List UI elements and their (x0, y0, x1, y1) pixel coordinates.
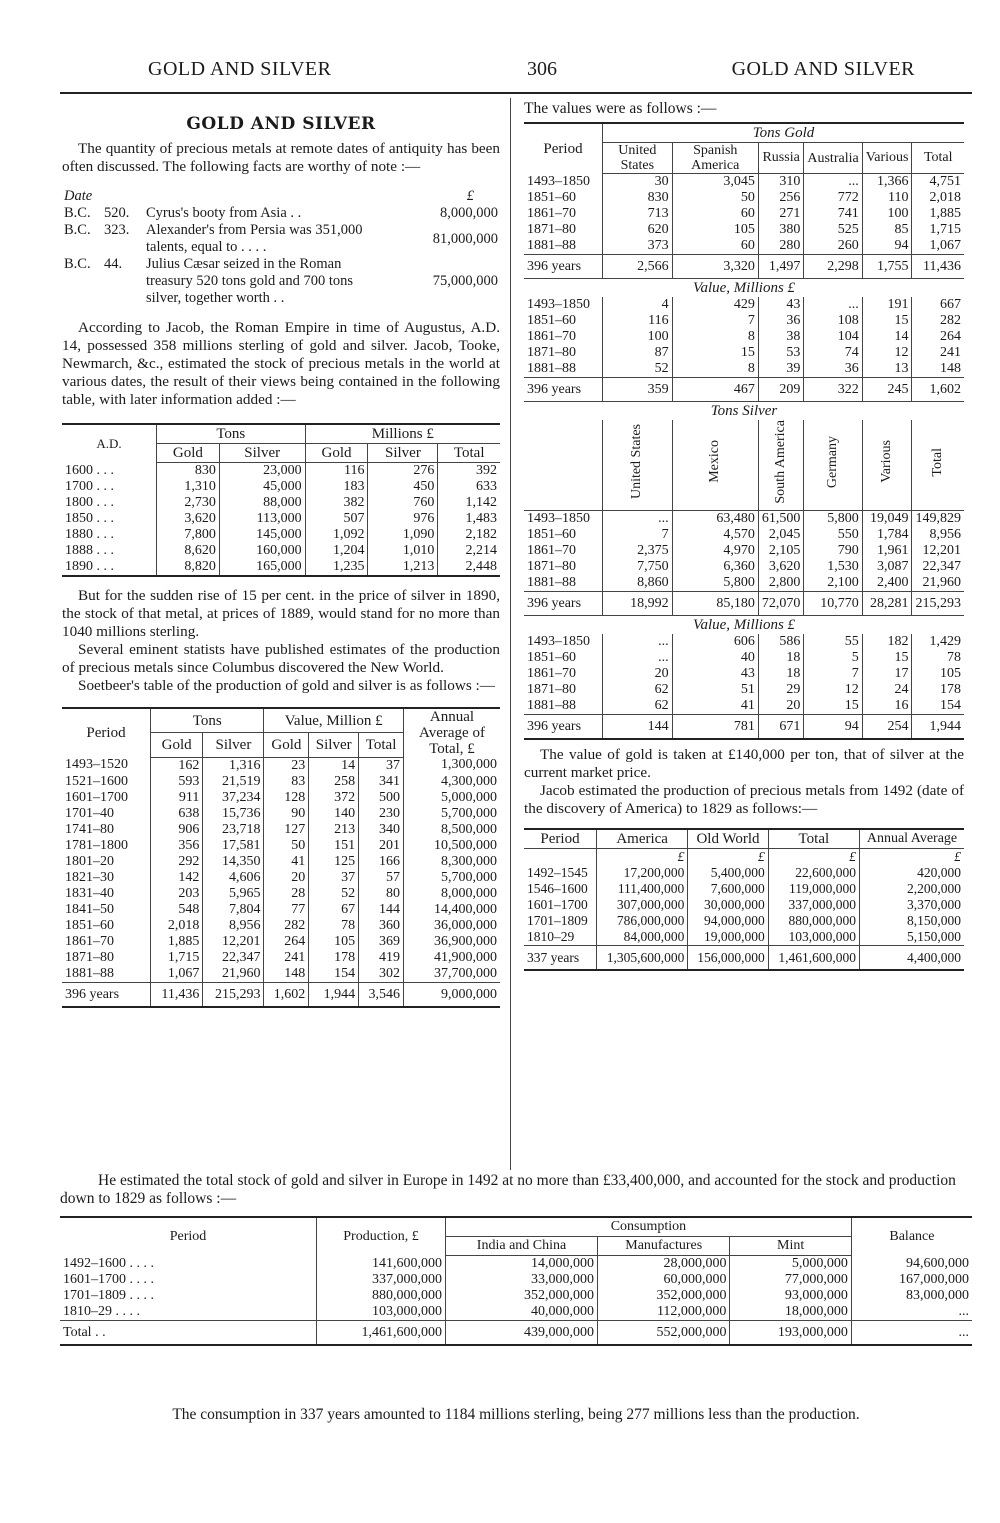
table-row: 1850 . . . 3,620 113,000 507 976 1,483 (62, 511, 500, 527)
table-row: 1871–80 620 105 380 525 85 1,715 (524, 222, 964, 238)
table-row: 1701–1809 . . . . 880,000,000 352,000,000 352,000,000 93,000,000 83,000,000 (60, 1288, 972, 1304)
statists-paragraph: Several eminent statists have published estimates of the production of precious metals since Columbus discovered the New World. (62, 641, 500, 676)
table-row: B.C. 323. Alexander's from Persia was 351,000 talents, equal to . . . . 81,000,000 (64, 222, 498, 255)
pound-heading: £ (466, 188, 474, 204)
jacob-estimate-paragraph: Jacob estimated the production of precious metals from 1492 (date of the discovery of America) to 1829 as follows:— (524, 781, 964, 817)
table-row: 1781–1800 356 17,581 50 151 201 10,500,000 (62, 838, 500, 854)
table-row: 1821–30 142 4,606 20 37 57 5,700,000 (62, 870, 500, 886)
gold-value-body (524, 297, 964, 402)
soetbeer-paragraph: Soetbeer's table of the production of gold and silver is as follows :— (78, 677, 495, 694)
running-head-right: GOLD AND SILVER (731, 58, 915, 80)
total-row: 396 years 2,566 3,320 1,497 2,298 1,755 11,436 (524, 255, 964, 279)
gold-value-note: The value of gold is taken at £140,000 per ton, that of silver at the current market price. (524, 745, 964, 781)
soetbeer-table-body (62, 757, 500, 1007)
gold-value-title: Value, Millions £ (524, 279, 964, 298)
table-row: 1871–80 87 15 53 74 12 241 (524, 345, 964, 361)
table-row: 1831–40 203 5,965 28 52 80 8,000,000 (62, 886, 500, 902)
jacob-paragraph: According to Jacob, the Roman Empire in time of Augustus, A.D. 14, possessed 358 millions sterling of gold and silver. Jacob, Tooke, Newmarch, &c., estimated the stock of precious metals in the world at various dates, the result of their views being contained in the following table, with later information added :— (62, 319, 500, 408)
table-row: 1871–80 7,750 6,360 3,620 1,530 3,087 22,347 (524, 559, 964, 575)
region-table: Period Tons Gold United States Spanish America Russia Australia Various Total 1493–1850 30 3,045 310 ... 1,366 4,751 1851–60 830 50 256 772 110 2,018 1861–70 713 60 271 741 100 1,885 1871–80 620 105 380 525 85 1,715 1881–88 373 60 280 260 94 1,067 396 years 2,566 3,320 1,497 2,298 1,755 11,436 Value, Millions £ 1493–1850 4 429 43 ... 191 667 1851–60 116 7 36 108 15 282 1861–70 100 8 38 104 14 264 1871–80 87 15 53 74 12 241 1881–88 52 8 39 36 13 148 396 years 359 467 209 322 245 1,602 Tons Silver United States Mexico South America Germany Various Total 1493–1850 ... 63,480 61,500 5,800 19,049 149,829 1851–60 7 4,570 2,045 550 1,784 8,956 1861–70 2,375 4,970 2,105 790 1,961 12,201 1871–80 7,750 6,360 3,620 1,530 3,087 22,347 1881–88 8,860 5,800 2,800 2,100 2,400 21,960 396 years 18,992 85,180 72,070 10,770 28,281 215,293 Value, Millions £ 1493–1850 ... 606 586 55 182 1,429 1851–60 ... 40 18 5 15 78 1861–70 20 43 18 7 17 105 1871–80 62 51 29 12 24 178 1881–88 62 41 20 15 16 154 396 years 144 781 671 94 254 1,944 (524, 122, 964, 740)
table-row: 1492–1600 . . . . 141,600,000 14,000,000 28,000,000 5,000,000 94,600,000 (60, 1256, 972, 1273)
total-row: 396 years 18,992 85,180 72,070 10,770 28,281 215,293 (524, 591, 964, 615)
column-divider (510, 98, 511, 1170)
table-row: 1741–80 906 23,718 127 213 340 8,500,000 (62, 822, 500, 838)
table-row: 1493–1850 ... 606 586 55 182 1,429 (524, 634, 964, 650)
table-row: 1701–1809 786,000,000 94,000,000 880,000,000 8,150,000 (524, 913, 964, 929)
table-row: 1861–70 20 43 18 7 17 105 (524, 666, 964, 682)
article-title: GOLD AND SILVER (186, 114, 376, 134)
europe-stock-paragraph: He estimated the total stock of gold and silver in Europe in 1492 at no more than £33,400,000, and accounted for the stock and production down to 1829 as follows :— (60, 1172, 956, 1207)
closing-sentence: The consumption in 337 years amounted to 1184 millions sterling, being 277 millions less than the production. (172, 1406, 860, 1423)
total-row: Total . . 1,461,600,000 439,000,000 552,000,000 193,000,000 ... (60, 1321, 972, 1346)
table-row: 1881–88 52 8 39 36 13 148 (524, 361, 964, 378)
table-row: 1851–60 830 50 256 772 110 2,018 (524, 190, 964, 206)
table-row: 1861–70 2,375 4,970 2,105 790 1,961 12,201 (524, 543, 964, 559)
table-row: 1881–88 1,067 21,960 148 154 302 37,700,000 (62, 966, 500, 983)
table-row: 1881–88 62 41 20 15 16 154 (524, 698, 964, 715)
table-row: 1851–60 2,018 8,956 282 78 360 36,000,000 (62, 918, 500, 934)
table-row: 1492–1545 17,200,000 5,400,000 22,600,000 420,000 (524, 865, 964, 881)
running-head-left: GOLD AND SILVER (148, 58, 332, 80)
total-row: 396 years 144 781 671 94 254 1,944 (524, 714, 964, 739)
table-row: 1810–29 . . . . 103,000,000 40,000,000 112,000,000 18,000,000 ... (60, 1304, 972, 1321)
table-row: 1851–60 ... 40 18 5 15 78 (524, 650, 964, 666)
table-row: 1521–1600 593 21,519 83 258 341 4,300,000 (62, 774, 500, 790)
table-row: 1601–1700 307,000,000 30,000,000 337,000,000 3,370,000 (524, 897, 964, 913)
jacob-table-body (524, 865, 964, 970)
table-row: 1701–40 638 15,736 90 140 230 5,700,000 (62, 806, 500, 822)
table-row: 1871–80 62 51 29 12 24 178 (524, 682, 964, 698)
gold-tons-body (524, 174, 964, 279)
silver-value-body (524, 634, 964, 739)
table-row: B.C. 520. Cyrus's booty from Asia . . 8,000,000 (64, 205, 498, 221)
table-row: 1493–1850 4 429 43 ... 191 667 (524, 297, 964, 313)
table-row: 1801–20 292 14,350 41 125 166 8,300,000 (62, 854, 500, 870)
table-row: B.C. 44. Julius Cæsar seized in the Roman treasury 520 tons gold and 700 tons silver, together worth . . 75,000,000 (64, 256, 498, 306)
table-row: 1861–70 100 8 38 104 14 264 (524, 329, 964, 345)
table-row: 1888 . . . 8,620 160,000 1,204 1,010 2,214 (62, 543, 500, 559)
soetbeer-table: Period Tons Value, Million £ Annual Average of Total, £ Gold Silver Gold Silver Total 1493–1520 162 1,316 23 14 37 1,300,000 1521–1600 593 21,519 83 258 341 4,300,000 1601–1700 911 37,234 128 372 500 5,000,000 1701–40 638 15,736 90 140 230 5,700,000 1741–80 906 23,718 127 213 340 8,500,000 1781–1800 356 17,581 50 151 201 10,500,000 1801–20 292 14,350 41 125 166 8,300,000 1821–30 142 4,606 20 37 57 5,700,000 1831–40 203 5,965 28 52 80 8,000,000 1841–50 548 7,804 77 67 144 14,400,000 1851–60 2,018 8,956 282 78 360 36,000,000 1861–70 1,885 12,201 264 105 369 36,900,000 1871–80 1,715 22,347 241 178 419 41,900,000 1881–88 1,067 21,960 148 154 302 37,700,000 396 years 11,436 215,293 1,602 1,944 3,546 9,000,000 (62, 707, 500, 1008)
total-row: 337 years 1,305,600,000 156,000,000 1,461,600,000 4,400,000 (524, 945, 964, 970)
table-row: 1600 . . . 830 23,000 116 276 392 (62, 463, 500, 480)
table-row: 1861–70 1,885 12,201 264 105 369 36,900,000 (62, 934, 500, 950)
consumption-table: Period Production, £ Consumption Balance India and China Manufactures Mint 1492–1600 . . . . 141,600,000 14,000,000 28,000,000 5,000,000 94,600,000 1601–1700 . . . . 337,000,000 33,000,000 60,000,000 77,000,000 167,000,000 1701–1809 . . . . 880,000,000 352,000,000 352,000,000 93,000,000 83,000,000 1810–29 . . . . 103,000,000 40,000,000 112,000,000 18,000,000 ... Total . . 1,461,600,000 439,000,000 552,000,000 193,000,000 ... (60, 1216, 972, 1346)
jacob-table: Period America Old World Total Annual Average £ £ £ £ 1492–1545 17,200,000 5,400,000 22,600,000 420,000 1546–1600 111,400,000 7,600,000 119,000,000 2,200,000 1601–1700 307,000,000 30,000,000 337,000,000 3,370,000 1701–1809 786,000,000 94,000,000 880,000,000 8,150,000 1810–29 84,000,000 19,000,000 103,000,000 5,150,000 337 years 1,305,600,000 156,000,000 1,461,600,000 4,400,000 (524, 828, 964, 971)
silver-rise-paragraph: But for the sudden rise of 15 per cent. in the price of silver in 1890, the stock of that metal, at prices of 1889, would stand for no more than 1040 millions sterling. (62, 587, 500, 640)
ancient-dates-table (62, 188, 500, 307)
table-row: 1881–88 8,860 5,800 2,800 2,100 2,400 21,960 (524, 575, 964, 592)
silver-value-title: Value, Millions £ (524, 615, 964, 634)
table-row: 1493–1850 ... 63,480 61,500 5,800 19,049 149,829 (524, 510, 964, 527)
table-row: 1871–80 1,715 22,347 241 178 419 41,900,000 (62, 950, 500, 966)
stock-table-body (62, 463, 500, 577)
table-row: 1601–1700 911 37,234 128 372 500 5,000,000 (62, 790, 500, 806)
date-heading: Date (64, 188, 93, 204)
table-row: 1493–1850 30 3,045 310 ... 1,366 4,751 (524, 174, 964, 191)
left-column (62, 98, 500, 1008)
consumption-table-body (60, 1256, 972, 1346)
bottom-section (60, 1172, 972, 1346)
table-row: 1800 . . . 2,730 88,000 382 760 1,142 (62, 495, 500, 511)
table-row: 1546–1600 111,400,000 7,600,000 119,000,000 2,200,000 (524, 881, 964, 897)
table-row: 1493–1520 162 1,316 23 14 37 1,300,000 (62, 757, 500, 774)
table-row: 1601–1700 . . . . 337,000,000 33,000,000 60,000,000 77,000,000 167,000,000 (60, 1272, 972, 1288)
table-row: 1810–29 84,000,000 19,000,000 103,000,000 5,150,000 (524, 929, 964, 946)
right-column (524, 98, 964, 971)
page-number: 306 (527, 58, 557, 80)
running-head (60, 58, 960, 88)
table-row: 1851–60 116 7 36 108 15 282 (524, 313, 964, 329)
stock-table: A.D. Tons Millions £ Gold Silver Gold Silver Total 1600 . . . 830 23,000 116 276 392 1700 . . . 1,310 45,000 183 450 633 1800 . . . 2,730 88,000 382 760 1,142 1850 . . . 3,620 113,000 507 976 1,483 1880 . . . 7,800 145,000 1,092 1,090 2,182 1888 . . . 8,620 160,000 1,204 1,010 2,214 1890 . . . 8,820 165,000 1,235 1,213 2,448 (62, 423, 500, 577)
table-row: 1841–50 548 7,804 77 67 144 14,400,000 (62, 902, 500, 918)
total-row: 396 years 359 467 209 322 245 1,602 (524, 378, 964, 402)
silver-tons-title: Tons Silver (524, 402, 964, 421)
values-intro: The values were as follows :— (524, 100, 717, 117)
table-row: 1861–70 713 60 271 741 100 1,885 (524, 206, 964, 222)
table-row: 1890 . . . 8,820 165,000 1,235 1,213 2,448 (62, 559, 500, 576)
total-row: 396 years 11,436 215,293 1,602 1,944 3,546 9,000,000 (62, 982, 500, 1007)
silver-tons-body (524, 510, 964, 615)
intro-paragraph: The quantity of precious metals at remote dates of antiquity has been often discussed. The following facts are worthy of note :— (62, 140, 500, 175)
table-row: 1881–88 373 60 280 260 94 1,067 (524, 238, 964, 255)
table-row: 1880 . . . 7,800 145,000 1,092 1,090 2,182 (62, 527, 500, 543)
table-row: 1700 . . . 1,310 45,000 183 450 633 (62, 479, 500, 495)
table-row: 1851–60 7 4,570 2,045 550 1,784 8,956 (524, 527, 964, 543)
header-rule (60, 92, 972, 94)
